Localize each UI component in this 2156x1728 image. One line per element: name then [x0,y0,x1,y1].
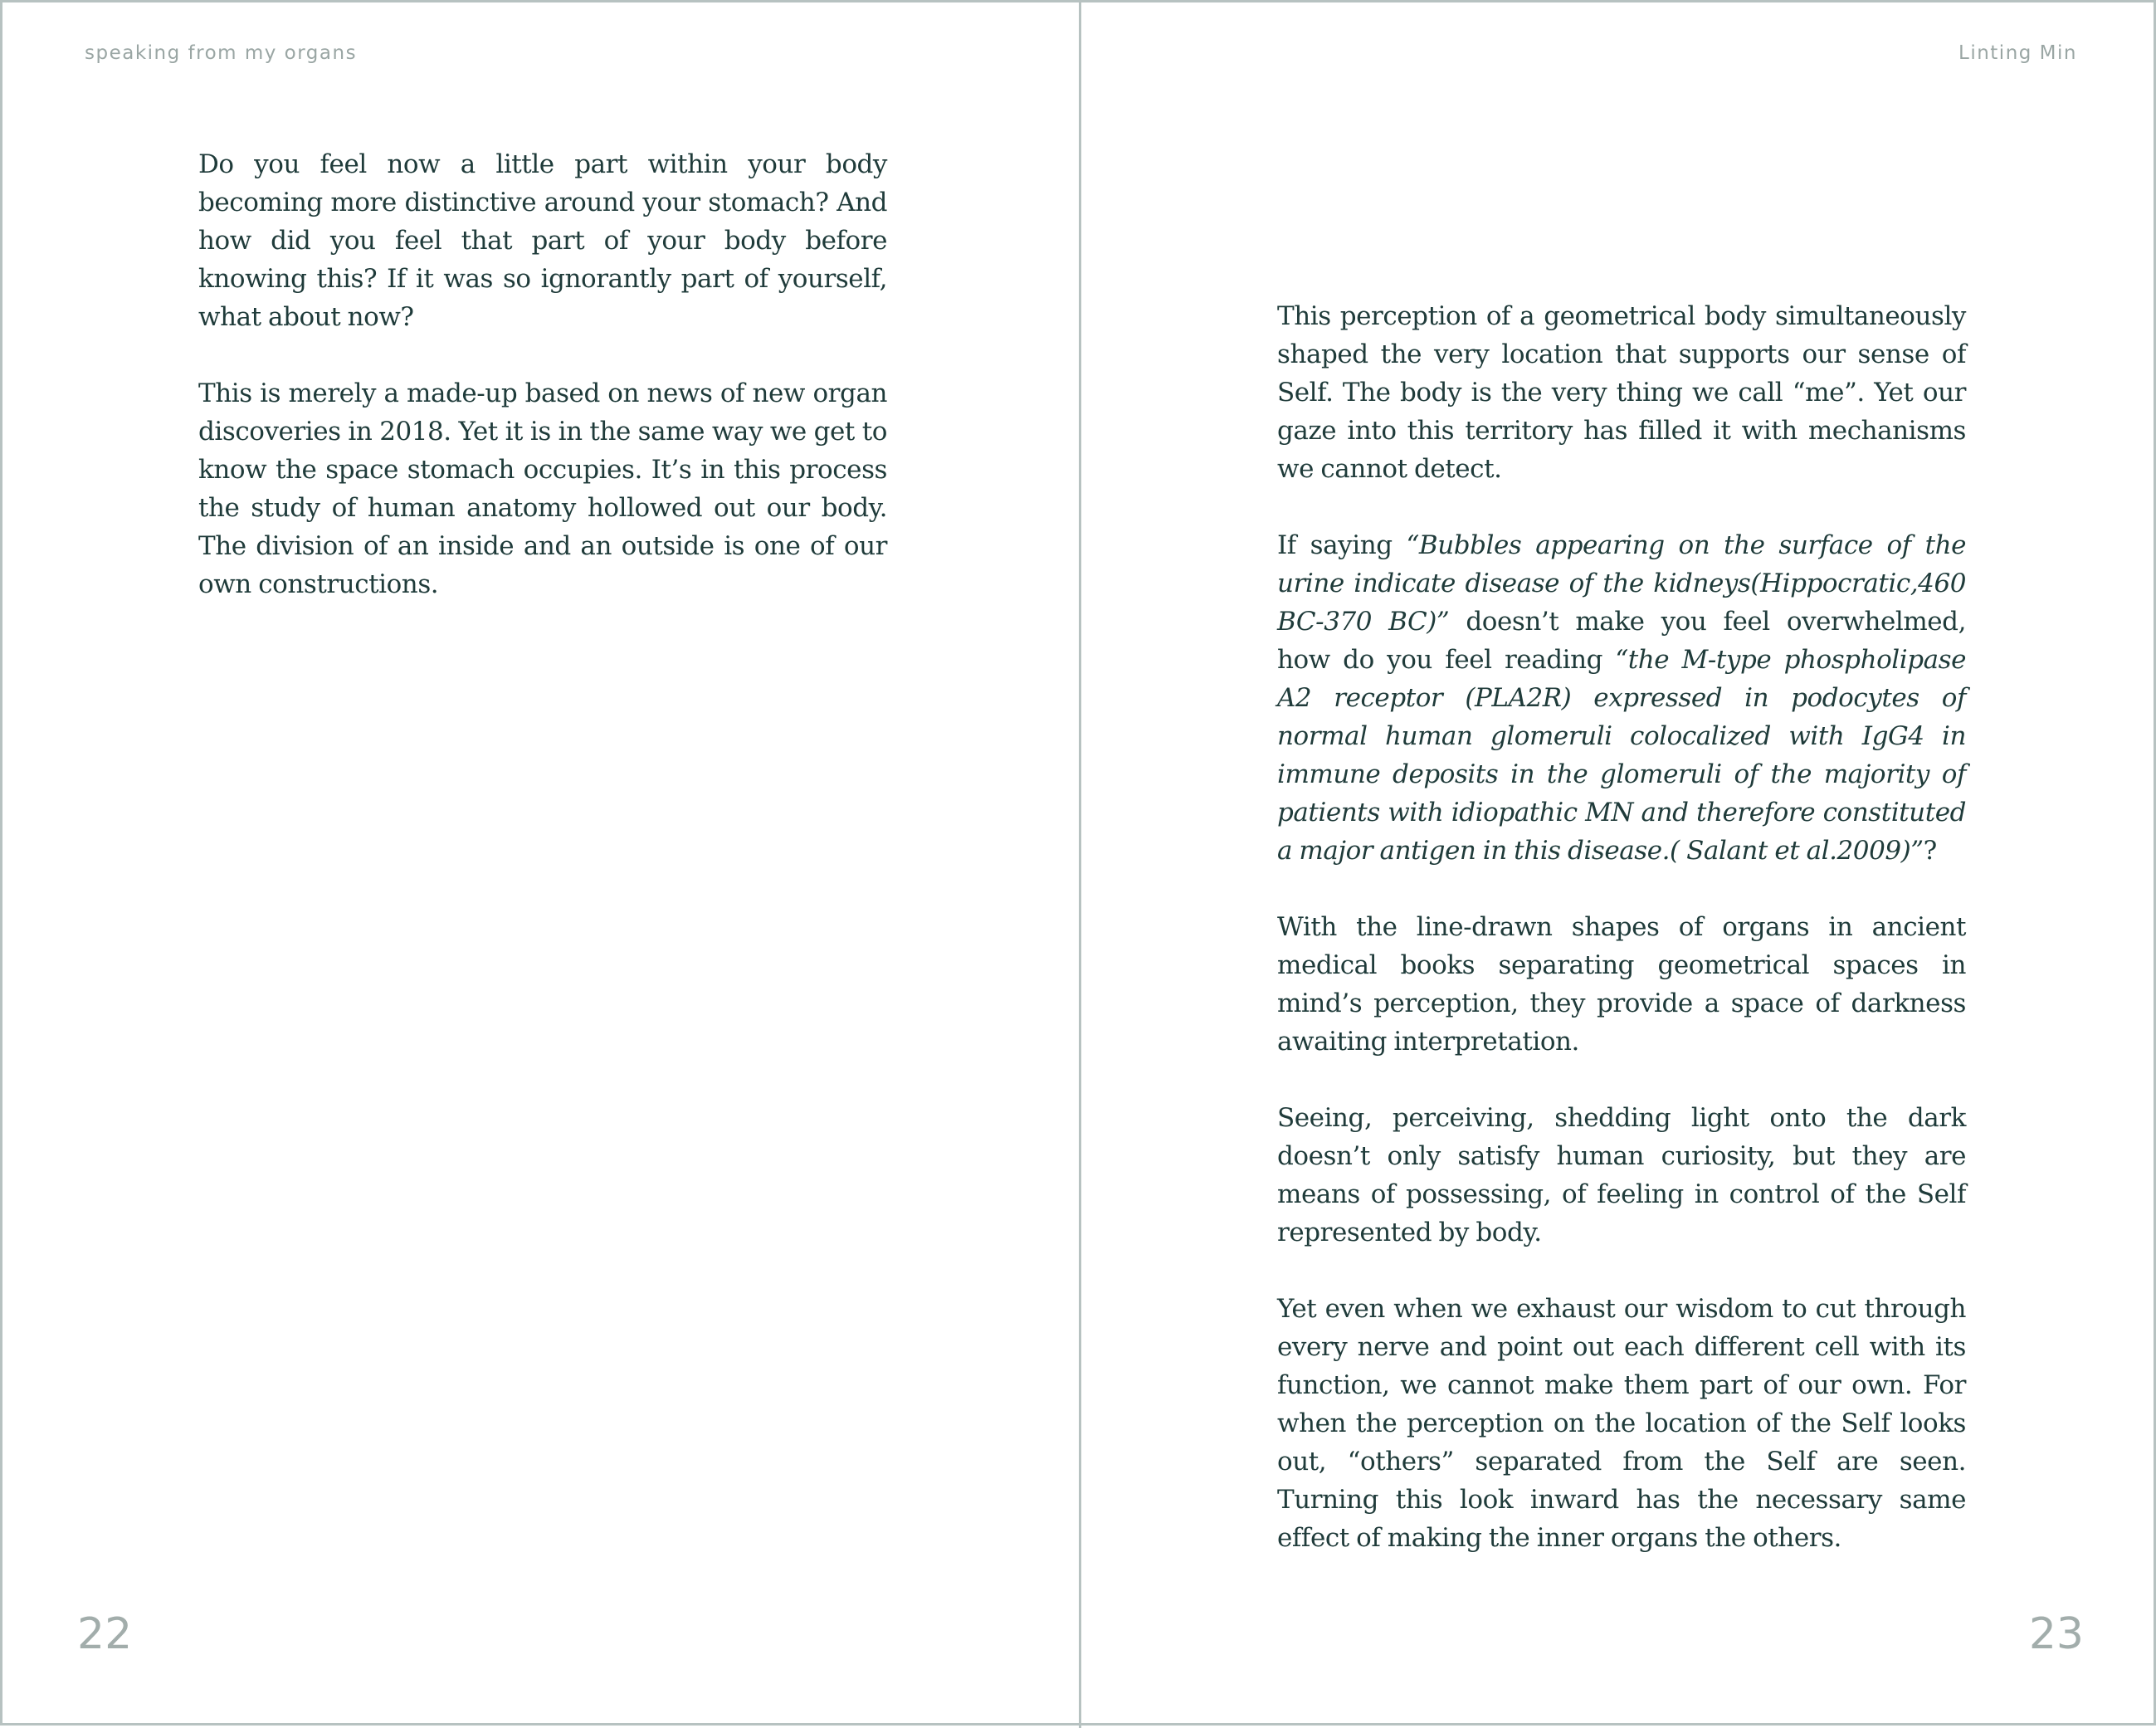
page-number: 22 [77,1609,133,1659]
right-page [1081,2,2156,1728]
text-run: ? [1923,836,1937,866]
running-head-title: speaking from my organs [85,42,358,64]
left-page [2,2,1079,1728]
text-run: If saying [1277,530,1407,560]
paragraph: Yet even when we exhaust our wisdom to cut through every nerve and point out each different cell with its function, we cannot make them part of our own. For when the perception on the location of the Self looks out, “others” separated from the Self are seen. Turning this look inward has the necessary same effect of making the inner organs the others. [1277,1294,1966,1553]
running-head-author: Linting Min [1958,42,2077,64]
left-page-body [198,145,887,603]
salant-quote: “the M-type phospholipase A2 receptor (PLA2R) expressed in podocytes of normal human glomeruli colocalized with IgG4 in immune deposits in the glomeruli of the majority of patients with idiopathic MN and therefore constituted a major antigen in this disease.( Salant et al.2009)” [1277,645,1967,866]
hippocratic-quote: “Bubbles appearing on the surface of the urine indicate disease of the kidneys(Hippocratic,460 BC-370 BC)” [1277,530,1967,637]
paragraph-with-quotes [1277,526,1966,870]
paragraph: With the line-drawn shapes of organs in ancient medical books separating geometrical spaces in mind’s perception, they provide a space of darkness awaiting interpretation. [1277,912,1966,1057]
paragraph: This perception of a geometrical body simultaneously shaped the very location that supports our sense of Self. The body is the very thing we call “me”. Yet our gaze into this territory has filled it with mechanisms we cannot detect. [1277,301,1966,484]
text-run: doesn’t make you feel overwhelmed, how do you feel reading [1277,607,1966,675]
paragraph: Do you feel now a little part within your body becoming more distinctive around your stomach? And how did you feel that part of your body before knowing this? If it was so ignorantly part of yourself, what about now? [198,149,887,332]
right-page-body [1277,297,1966,1557]
paragraph: Seeing, perceiving, shedding light onto the dark doesn’t only satisfy human curiosity, but they are means of possessing, of feeling in control of the Self represented by body. [1277,1103,1966,1247]
page-number: 23 [2028,1609,2084,1659]
paragraph: This is merely a made-up based on news of new organ discoveries in 2018. Yet it is in the same way we get to know the space stomach occupies. It’s in this process the study of human anatomy hollowed out our body. The division of an inside and an outside is one of our own constructions. [198,378,887,599]
